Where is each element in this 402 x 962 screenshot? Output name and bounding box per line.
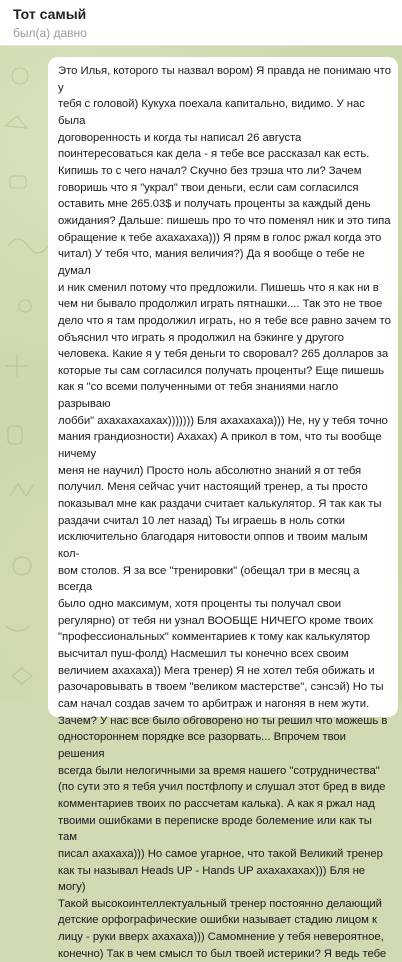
last-seen-status: был(а) давно [13, 26, 87, 40]
message-text: Это Илья, которого ты назвал вором) Я правда не понимаю что у тебя с головой) Кукуха поехала капитально, видимо. У нас была договоренность и когда ты написал 26 августа поинтересоваться как дела - я тебе все рассказал как есть. Кипишь то с чего начал? Скучно без трэша что ли? Зачем говоришь что я "украл" твои деньги, если сам согласился оставить мне 265.03$ и получать проценты за каждый день ожидания? Дальше: пишешь про то что поменял ник и это типа обращение к тебе ахахахаха))) Я прям в голос ржал когда это читал) У тебя что, мания величия?) Да я вообще о тебе не думал и ник сменил потому что предложили. Пишешь что я как ни в чем ни бывало продолжил играть пятнашки.... Так это не твое дело что я там продолжил играть, но я тебе все равно зачем то объяснил что играть я продолжил на бэкинге у другого человека. Какие я у тебя деньги то своровал? 265 долларов за которые ты сам согласился получать проценты? Еще пишешь как я "со всеми полученными от тебя знаниями нагло разрываю лобби" ахахахахахах))))))) Бля ахахахаха))) Не, ну у тебя точно мания грандиозности) Ахахах) А прикол в том, что ты вообще ничему меня не научил) Просто ноль абсолютно знаний я от тебя получил. Меня сейчас учит настоящий тренер, а ты просто показывал мне как раздачи считает калькулятор. Я так как ты раздачи считал 10 лет назад) Ты играешь в ноль сотки исключительно благодаря нитовости оппов и твоим малым кол- вом столов. Я за все "тренировки" (обещал три в месяц а всегда было одно максимум, хотя проценты ты получал свои регулярно) от тебя ни узнал ВООБЩЕ НИЧЕГО кроме твоих "профессиональных" комментариев к тому как калькулятор высчитал пуш-фолд) Насмешил ты конечно всех своим величием ахахаха)) Мега тренер) Я не хотел тебя обижать и разочаровывать в твоем "великом мастерстве", сэнсэй) Но ты сам начал создав зачем то арбитраж и нагоняя в нем жути. Зачем? У нас все было обговорено но ты решил что можешь в одностороннем порядке все разорвать... Впрочем твои решения всегда были нелогичными за время нашего "сотрудничества" (по сути это я тебя учил постфлопу и слушал этот бред в виде комментариев твоих по рассчетам калька). А как я ржал над твоими ошибками в переписке вроде болемение или как ты там писал ахахаха))) Но самое угарное, что такой Великий тренер как ты называл Heads UP - Hands UP ахахахахах))) Бля не могу) Такой высокоинтеллектуальный тренер постоянно делающий детские орфографические ошибки называет стадию лицом к лицу - руки вверх ахахаха))) Самомнение у тебя невероятное, конечно) Так в чем смысл то был твоей истерики? Я ведь тебе [58, 65, 391, 960]
contact-name[interactable]: Тот самый [13, 6, 87, 22]
message-bubble[interactable] [48, 57, 398, 960]
chat-header[interactable] [0, 0, 402, 46]
